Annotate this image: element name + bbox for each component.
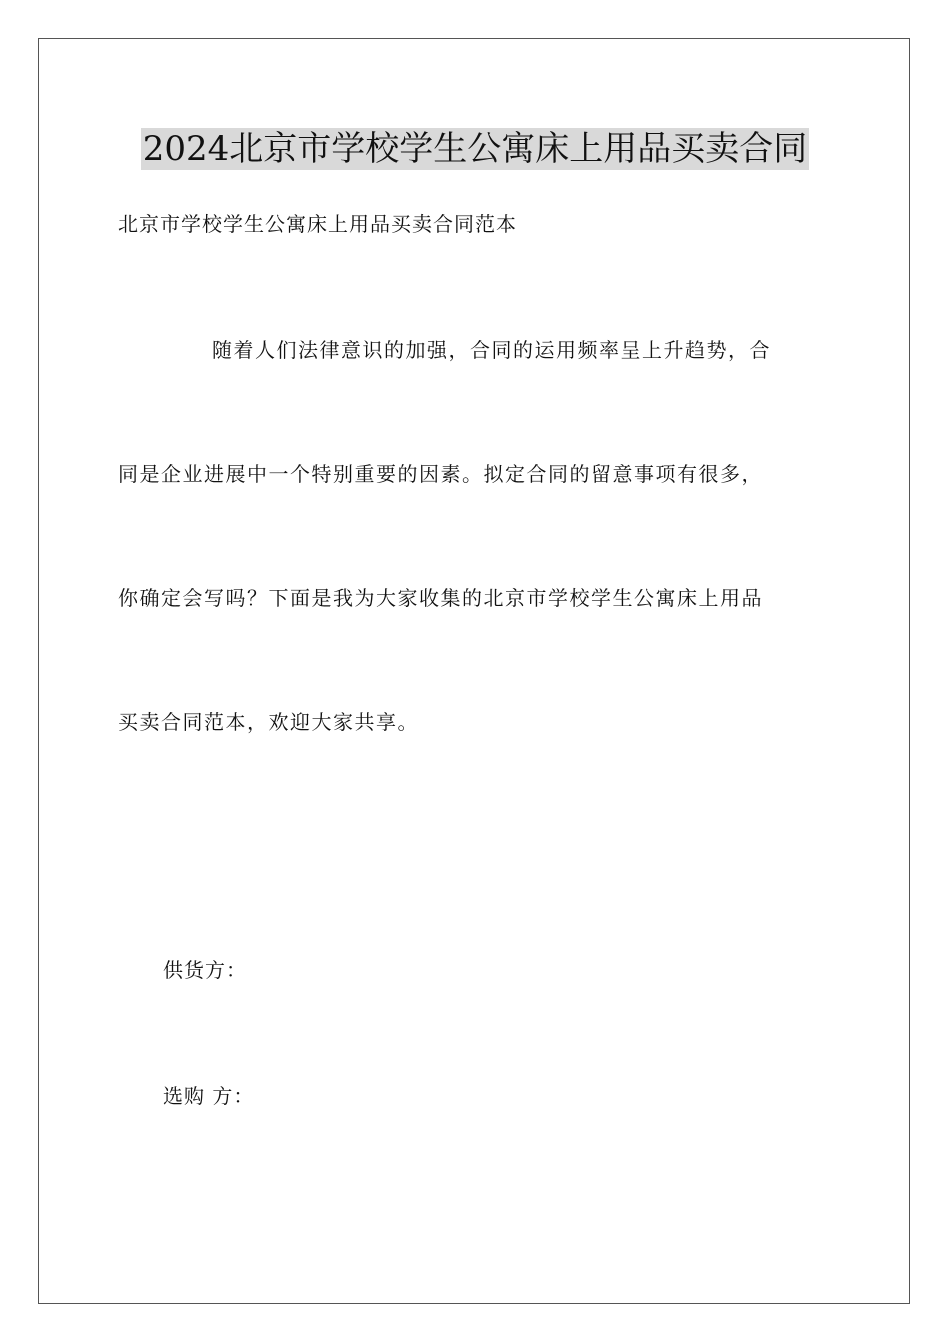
intro-line-3: 你确定会写吗？下面是我为大家收集的北京市学校学生公寓床上用品 (118, 586, 763, 610)
supplier-label: 供货方： (163, 958, 247, 982)
intro-line-2: 同是企业进展中一个特别重要的因素。拟定合同的留意事项有很多， (118, 462, 763, 486)
document-subtitle: 北京市学校学生公寓床上用品买卖合同范本 (118, 212, 517, 236)
buyer-label: 选购 方： (163, 1084, 255, 1108)
intro-line-1: 随着人们法律意识的加强，合同的运用频率呈上升趋势，合 (212, 338, 771, 362)
intro-line-4: 买卖合同范本，欢迎大家共享。 (118, 710, 419, 734)
title-container (0, 128, 950, 170)
document-title: 2024北京市学校学生公寓床上用品买卖合同 (142, 129, 808, 169)
